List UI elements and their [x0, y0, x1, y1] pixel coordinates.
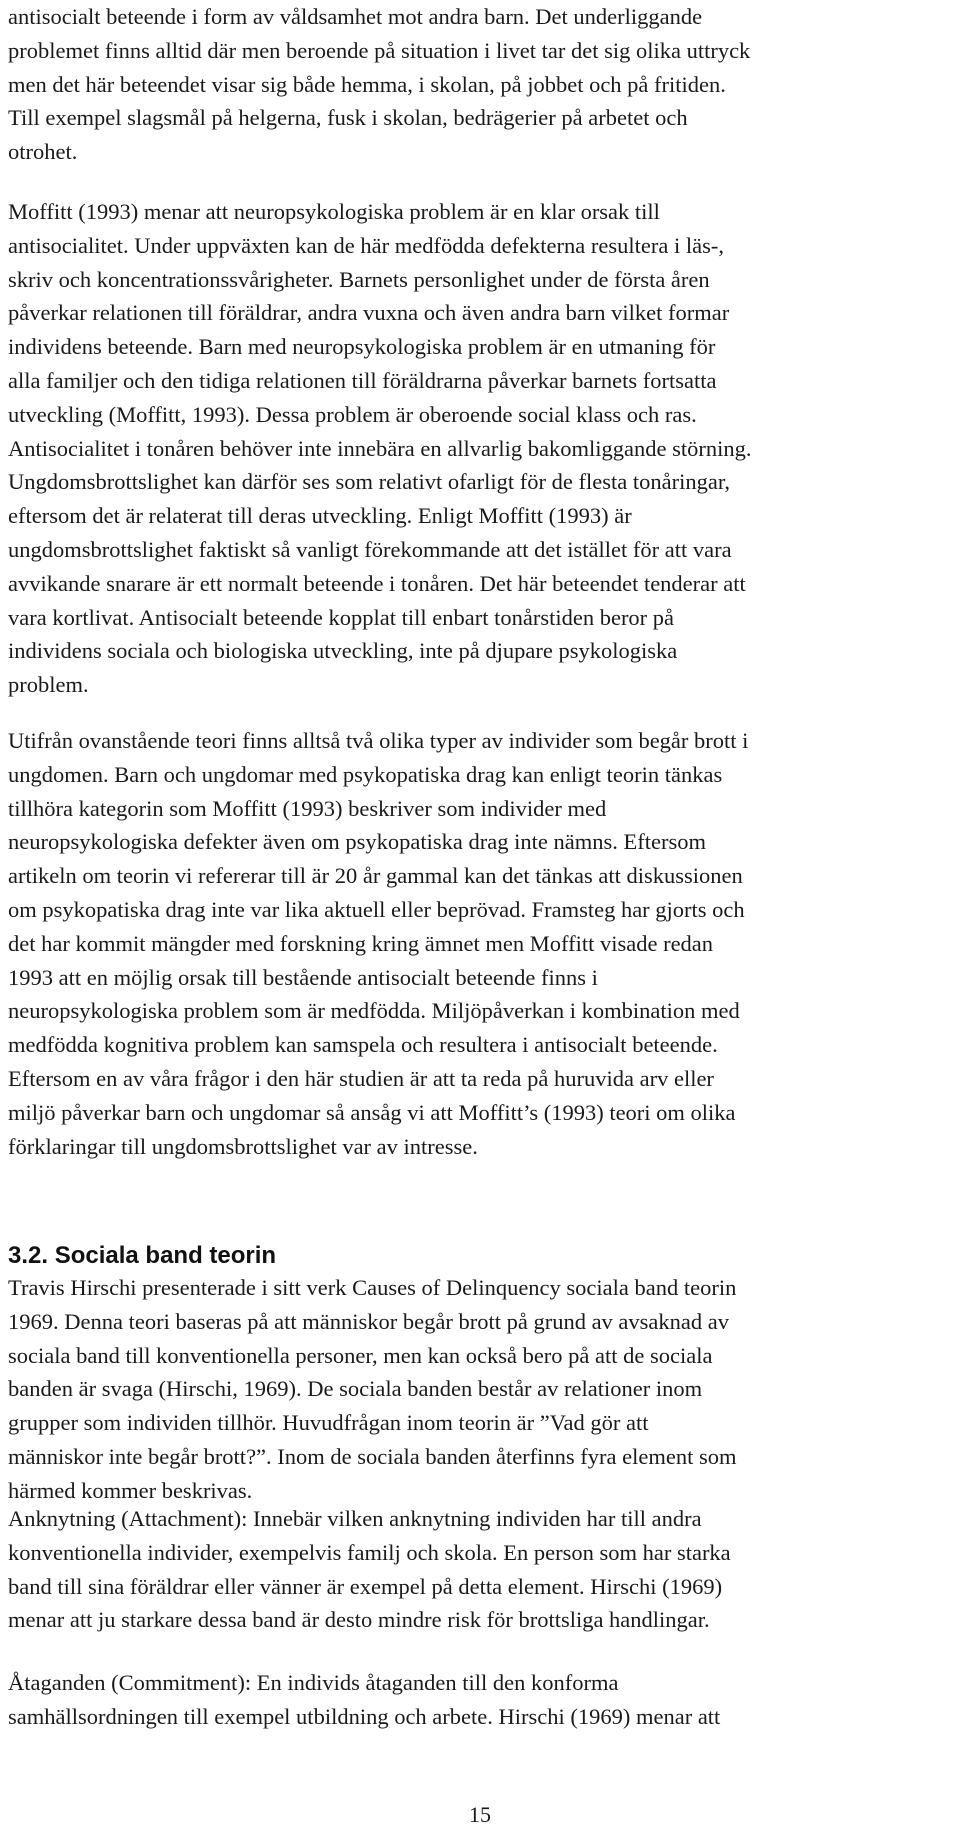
- text-line: vara kortlivat. Antisocialt beteende kopplat till enbart tonårstiden beror på: [8, 604, 675, 630]
- text-line: ungdomen. Barn och ungdomar med psykopatiska drag kan enligt teorin tänkas: [8, 761, 723, 787]
- text-line: Ungdomsbrottslighet kan därför ses som relativt ofarligt för de flesta tonåringar,: [8, 469, 731, 495]
- text-line: Anknytning (Attachment): Innebär vilken anknytning individen har till andra: [8, 1506, 702, 1531]
- text-line: alla familjer och den tidiga relationen till föräldrarna påverkar barnets fortsatta: [8, 367, 717, 393]
- text-line: sociala band till konventionella personer, men kan också bero på att de sociala: [8, 1342, 713, 1368]
- text-line: problem.: [8, 672, 89, 698]
- text-line: Moffitt (1993) menar att neuropsykologiska problem är en klar orsak till: [8, 199, 660, 224]
- text-line: samhällsordningen till exempel utbildning och arbete. Hirschi (1969) menar att: [8, 1703, 721, 1729]
- text-line: konventionella individer, exempelvis familj och skola. En person som har starka: [8, 1539, 731, 1565]
- text-line: ungdomsbrottslighet faktiskt så vanligt förekommande att det istället för att vara: [8, 536, 732, 562]
- text-line: medfödda kognitiva problem kan samspela och resultera i antisocialt beteende.: [8, 1032, 718, 1058]
- text-line: förklaringar till ungdomsbrottslighet var av intresse.: [8, 1133, 478, 1159]
- text-line: härmed kommer beskrivas.: [8, 1477, 253, 1503]
- text-line: det har kommit mängder med forskning kring ämnet men Moffitt visade redan: [8, 930, 714, 956]
- text-line: avvikande snarare är ett normalt beteende i tonåren. Det här beteendet tenderar att: [8, 570, 746, 596]
- text-line: Åtaganden (Commitment): En individs åtaganden till den konforma: [8, 1670, 619, 1695]
- text-line: neuropsykologiska defekter även om psykopatiska drag inte nämns. Eftersom: [8, 829, 706, 855]
- text-line: Travis Hirschi presenterade i sitt verk Causes of Delinquency sociala band teorin: [8, 1275, 737, 1300]
- text-line: antisocialt beteende i form av våldsamhet mot andra barn. Det underliggande: [8, 4, 703, 29]
- text-line: Eftersom en av våra frågor i den här studien är att ta reda på huruvida arv eller: [8, 1065, 714, 1091]
- section-heading: 3.2. Sociala band teorin: [8, 1242, 277, 1269]
- paragraph-1: [8, 0, 958, 169]
- text-line: skriv och koncentrationssvårigheter. Barnets personlighet under de första åren: [8, 266, 710, 292]
- paragraph-4: [8, 1271, 958, 1508]
- text-line: miljö påverkar barn och ungdomar så ansåg vi att Moffitt’s (1993) teori om olika: [8, 1099, 736, 1125]
- text-line: antisocialitet. Under uppväxten kan de här medfödda defekterna resultera i läs-,: [8, 232, 724, 258]
- text-line: individens beteende. Barn med neuropsykologiska problem är en utmaning för: [8, 334, 716, 360]
- text-line: men det här beteendet visar sig både hemma, i skolan, på jobbet och på fritiden.: [8, 71, 726, 97]
- text-line: problemet finns alltid där men beroende på situation i livet tar det sig olika uttryck: [8, 37, 751, 63]
- text-line: Antisocialitet i tonåren behöver inte innebära en allvarlig bakomliggande störning.: [8, 435, 752, 461]
- text-line: 1993 att en möjlig orsak till bestående antisocialt beteende finns i: [8, 964, 598, 990]
- text-line: påverkar relationen till föräldrar, andra vuxna och även andra barn vilket formar: [8, 300, 730, 326]
- text-line: grupper som individen tillhör. Huvudfrågan inom teorin är ”Vad gör att: [8, 1410, 649, 1436]
- paragraph-2: [8, 195, 958, 702]
- text-line: otrohet.: [8, 139, 78, 165]
- text-line: neuropsykologiska problem som är medfödda. Miljöpåverkan i kombination med: [8, 998, 740, 1024]
- text-line: tillhöra kategorin som Moffitt (1993) beskriver som individer med: [8, 795, 607, 821]
- text-line: individens sociala och biologiska utveckling, inte på djupare psykologiska: [8, 638, 678, 664]
- text-line: band till sina föräldrar eller vänner är exempel på detta element. Hirschi (1969): [8, 1573, 723, 1599]
- text-line: om psykopatiska drag inte var lika aktuell eller beprövad. Framsteg har gjorts och: [8, 896, 745, 922]
- text-line: Till exempel slagsmål på helgerna, fusk i skolan, bedrägerier på arbetet och: [8, 105, 688, 131]
- text-line: artikeln om teorin vi refererar till är 20 år gammal kan det tänkas att diskussionen: [8, 863, 743, 889]
- text-line: banden är svaga (Hirschi, 1969). De sociala banden består av relationer inom: [8, 1376, 703, 1402]
- text-line: eftersom det är relaterat till deras utveckling. Enligt Moffitt (1993) är: [8, 503, 632, 529]
- text-line: människor inte begår brott?”. Inom de sociala banden återfinns fyra element som: [8, 1443, 737, 1469]
- text-line: utveckling (Moffitt, 1993). Dessa problem är oberoende social klass och ras.: [8, 401, 697, 427]
- page-number: 15: [469, 1802, 491, 1827]
- paragraph-6: [8, 1666, 958, 1734]
- paragraph-5: [8, 1502, 958, 1637]
- text-line: menar att ju starkare dessa band är desto mindre risk för brottsliga handlingar.: [8, 1607, 710, 1633]
- text-line: Utifrån ovanstående teori finns alltså två olika typer av individer som begår brott i: [8, 728, 749, 753]
- paragraph-3: [8, 724, 958, 1163]
- text-line: 1969. Denna teori baseras på att människor begår brott på grund av avsaknad av: [8, 1308, 730, 1334]
